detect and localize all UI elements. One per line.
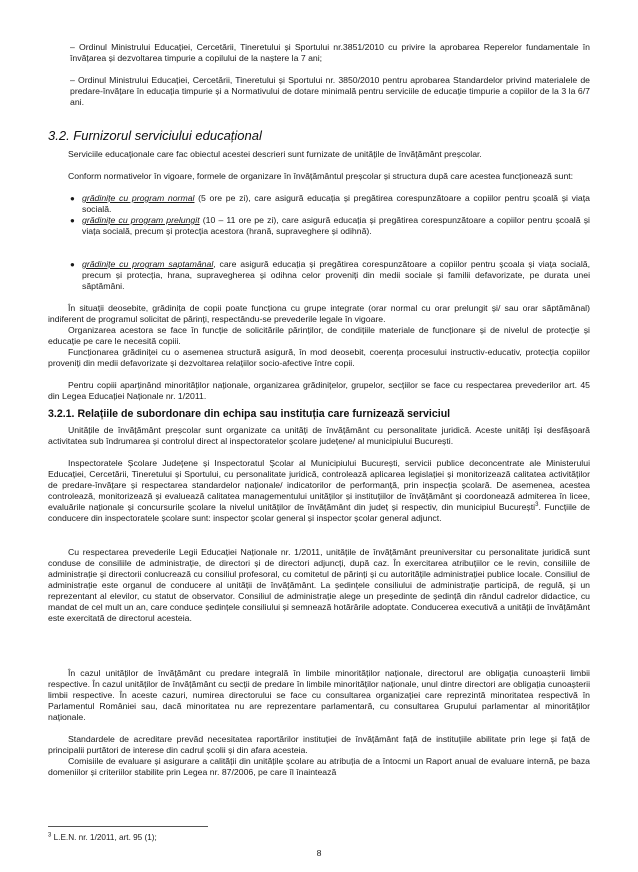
footnote-reference: 3 (535, 502, 539, 509)
footnote-text: L.E.N. nr. 1/2011, art. 95 (1); (53, 833, 157, 842)
bullet-text: , care asigură educația și pregătirea corespunzătoare a copiilor pentru școala și viața socială, precum și protecția, hrana, supravegherea și odihna celor proveniți din medii sociale și familii defavorizate, pe durata unei săptămâni. (82, 259, 590, 292)
bullet-item (68, 259, 590, 292)
bullet-text: (5 ore pe zi), care asigură educația și pregătirea corespunzătoare a copiilor pentru școală și viața socială. (82, 193, 590, 215)
body-paragraph (48, 458, 590, 524)
bullet-text: (10 – 11 ore pe zi), care asigură educația și pregătirea corespunzătoare a copiilor pentru școală și viața socială, precum și protecția acestora (hrană, supraveghere și odihnă). (82, 215, 590, 237)
bullet-item (68, 215, 590, 237)
subsection-heading: 3.2.1. Relațiile de subordonare din echipa sau instituția care furnizează serviciul (48, 408, 451, 420)
section-heading: 3.2. Furnizorul serviciului educațional (48, 128, 262, 143)
list-dash: – (70, 75, 75, 85)
bullet-title: grădinițe cu program saptamânal (82, 259, 214, 269)
bullet-title: grădinițe cu program prelungit (82, 215, 200, 225)
bullet-marker: ● (70, 194, 75, 203)
page-number: 8 (316, 848, 322, 858)
body-paragraph: În cazul unităților de învățământ cu predare integrală în limbile minorităților naționale, directorul are obligația cunoașterii limbii respective. În cazul unităților de învățământ cu secții de predare în limbile minorităților naționale, unul dintre directori are obligația cunoașterii limbii respective. În aceste cazuri, numirea directorului se face cu consultarea organizației care reprezintă minoritatea respectivă în Parlamentul României sau, dacă minoritatea nu are reprezentare parlamentară, cu consultarea Grupului parlamentar al minorităților naționale. (48, 668, 590, 723)
body-paragraph: Conform normativelor în vigoare, formele de organizare în învățământul preșcolar și structura după care acestea funcționează sunt: (68, 171, 574, 181)
list-dash: – (70, 42, 75, 52)
body-paragraph: Funcționarea grădiniței cu o asemenea structură asigură, în mod deosebit, coerența procesului instructiv-educativ, protecția copiilor proveniți din medii defavorizate și dezvoltarea relațiilor socio-afective între copii. (48, 347, 590, 369)
bullet-item (68, 193, 590, 215)
footnote-number: 3 (48, 832, 52, 839)
body-paragraph: Standardele de acreditare prevăd necesitatea raportărilor instituției de învățământ față de instituțiile abilitate prin lege și față de principalii purtători de interese din cadrul școlii și din afara acesteia. (48, 734, 590, 756)
body-paragraph: Serviciile educaționale care fac obiectul acestei descrieri sunt furnizate de unitățile de învățământ preșcolar. (68, 149, 482, 159)
legal-reference-text: Ordinul Ministrului Educației, Cercetării, Tineretului și Sportului nr. 3850/2010 pentru aprobarea Standardelor privind materialele de predare-învățare în educația timpurie și a Normativului de dotare minimală pentru serviciile de educație timpurie a copiilor de la 3 la 6/7 ani. (70, 75, 590, 108)
body-paragraph: Pentru copiii aparținând minorităților naționale, organizarea grădinițelor, grupelor, secțiilor se face cu respectarea prevederilor art. 45 din Legea Educației Naționale nr. 1/2011. (48, 380, 590, 402)
body-paragraph: Organizarea acestora se face în funcție de solicitările părinților, de condițiile materiale de funcționare și de nivelul de protecție și educație pe care le necesită copiii. (48, 325, 590, 347)
legal-reference-item (70, 42, 590, 64)
bullet-marker: ● (70, 216, 75, 225)
body-paragraph: Unitățile de învățământ preșcolar sunt organizate ca unități de învățământ cu personalitate juridică. Aceste unități își desfășoară activitatea sub îndrumarea și controlul direct al inspectoratelor școlare județene/ al municipiului București. (48, 425, 590, 447)
bullet-marker: ● (70, 260, 75, 269)
body-paragraph: Comisiile de evaluare și asigurare a calității din unitățile școlare au atribuția de a întocmi un Raport anual de evaluare internă, pe baza domeniilor și criteriilor stabilite prin Legea nr. 87/2006, pe care îl înaintează (48, 756, 590, 778)
bullet-title: grădinițe cu program normal (82, 193, 195, 203)
body-paragraph: În situații deosebite, grădinița de copii poate funcționa cu grupe integrate (orar normal cu orar prelungit și/ sau orar săptămânal) indiferent de programul solicitat de părinți, respectându-se prevederile legale în vigoare. (48, 303, 590, 325)
body-paragraph: Cu respectarea prevederile Legii Educației Naționale nr. 1/2011, unitățile de învățământ preuniversitar cu personalitate juridică sunt conduse de consiliile de administrație, de directori și de directori adjuncți, după caz. În exercitarea atribuțiilor ce le revin, consiliile de administrație și directorii conlucrează cu consiliul profesoral, cu comitetul de părinți și cu autoritățile administrației publice locale. Consiliul de administrație este organul de conducere al unității de învățământ. La ședințele consiliului de administrație participă, de regulă, și un reprezentant al elevilor, cu statut de observator. Consiliul de administrație alege un președinte de ședință din rândul cadrelor didactice, cu mandat de cel mult un an, care conduce ședințele consiliului și semnează hotărârile adoptate. Conducerea executivă a unității de învățământ este exercitată de directorul acesteia. (48, 547, 590, 624)
footnote (48, 833, 157, 842)
paragraph-text: . Funcțiile de conducere din inspectoratele școlare sunt: inspector școlar general și inspector școlar general adjunct. (48, 502, 590, 524)
legal-reference-text: Ordinul Ministrului Educației, Cercetării, Tineretului și Sportului nr.3851/2010 cu privire la aprobarea Reperelor fundamentale în învățarea și dezvoltarea timpurie a copilului de la naștere la 7 ani; (70, 42, 590, 64)
paragraph-text: Inspectoratele Școlare Județene și Inspectoratul Școlar al Municipiului București, servicii publice deconcentrate ale Ministerului Educației, Cercetării, Tineretului și Sportului, cu personalitate juridică, controlează aplicarea legislației și monitorizează calitatea activităților de predare-învățare și respectarea standardelor naționale/ indicatorilor de performanță, prin inspecția școlară. De asemenea, acestea controlează, monitorizează și evaluează calitatea managementului unităților și instituțiilor de învățământ și coordonează admiterea în licee, evaluările naționale și concursurile școlare la nivelul unităților de învățământ din județ și respectiv, din municipiul București (48, 458, 590, 513)
footnote-separator (48, 826, 208, 827)
legal-reference-item (70, 75, 590, 108)
